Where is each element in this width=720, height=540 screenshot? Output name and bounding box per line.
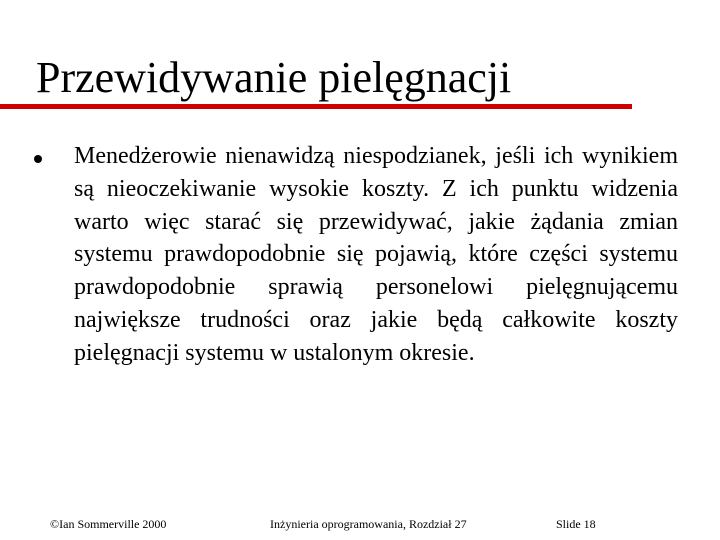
footer-course-title: Inżynieria oprogramowania, Rozdział 27 bbox=[270, 517, 467, 531]
title-underline bbox=[0, 104, 632, 109]
bullet-text: Menedżerowie nienawidzą niespodzianek, jeśli ich wynikiem są nieoczekiwanie wysokie koszty. Z ich punktu widzenia warto więc starać się przewidywać, jakie żądania zmian systemu prawdopodobnie się pojawią, które części systemu prawdopodobnie sprawią personelowi pielęgnującemu największe trudności oraz jakie będą całkowite koszty pielęgnacji systemu w ustalonym okresie. bbox=[74, 143, 678, 366]
bullet-dot-icon bbox=[34, 155, 42, 163]
footer-copyright: ©Ian Sommerville 2000 bbox=[50, 517, 167, 531]
footer-slide-number: Slide 18 bbox=[556, 517, 596, 531]
slide-title: Przewidywanie pielęgnacji bbox=[36, 53, 512, 102]
